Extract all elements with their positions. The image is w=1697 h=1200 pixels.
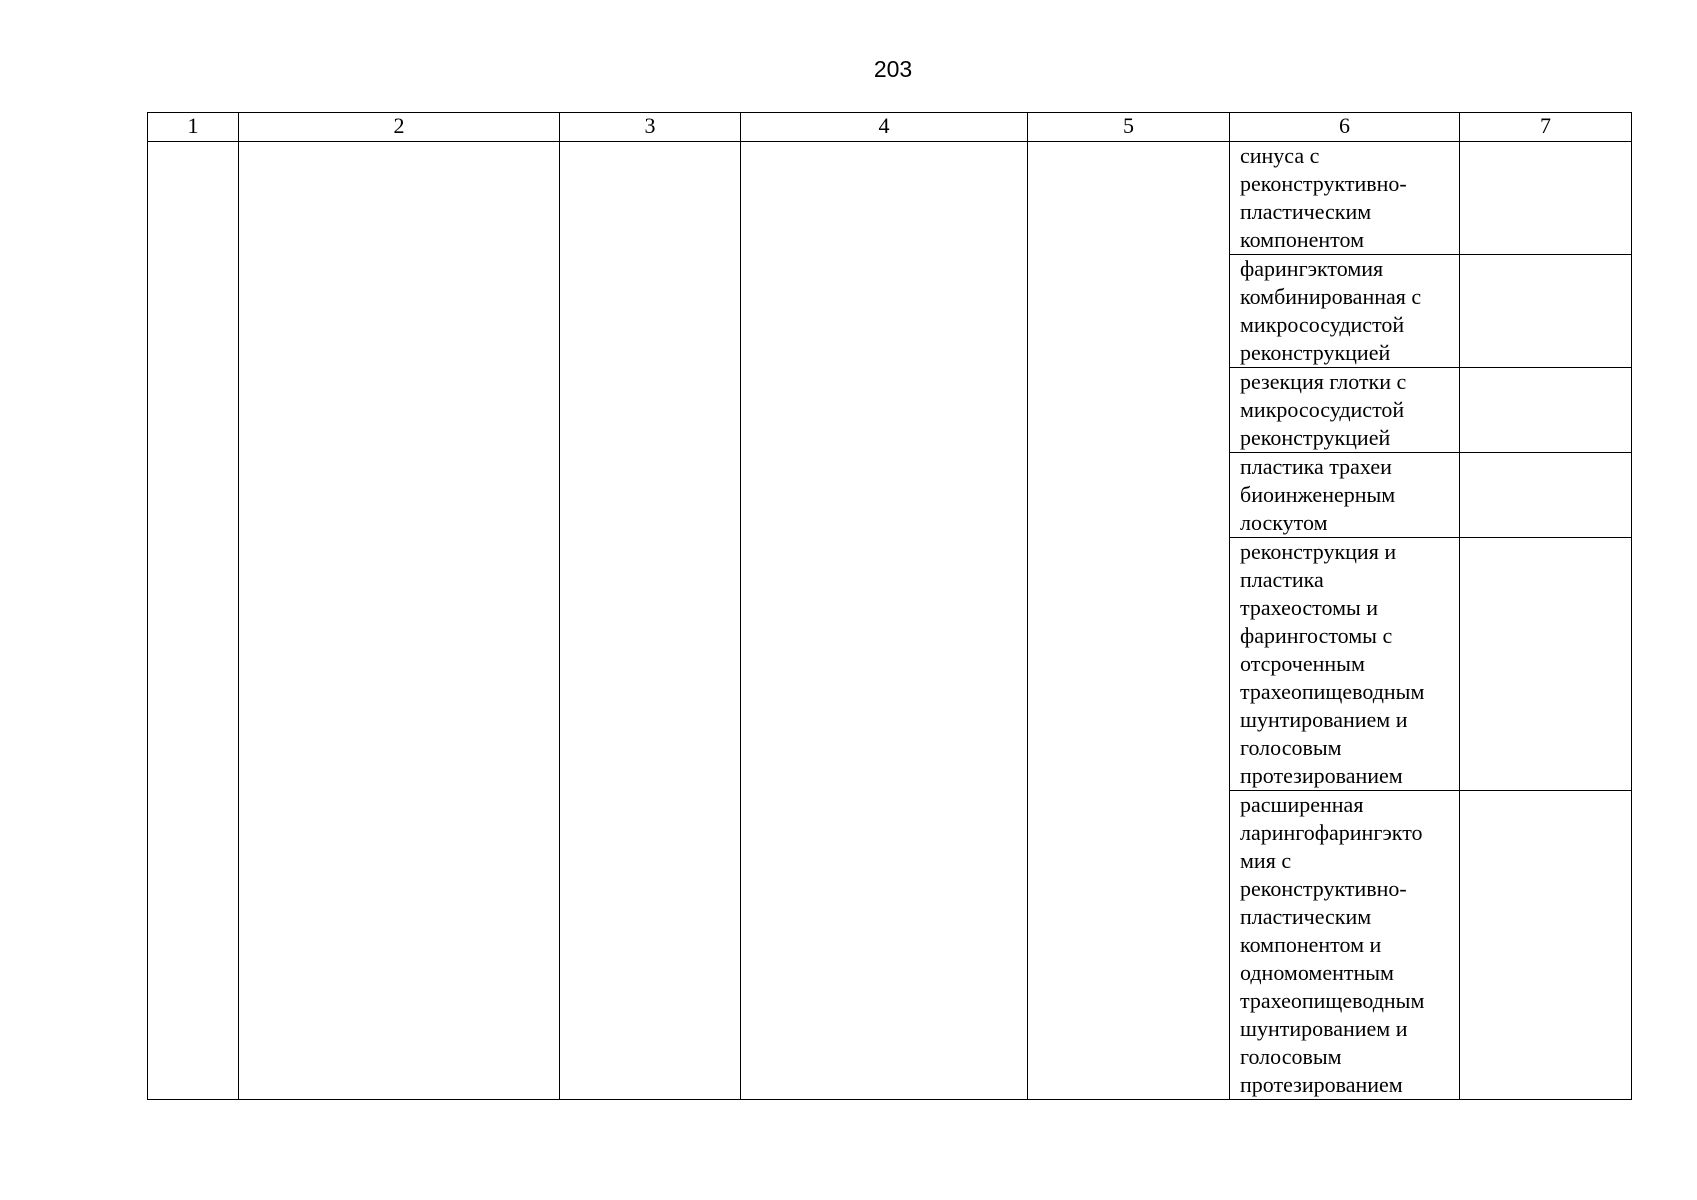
page-number: 203: [873, 56, 913, 82]
procedure-text: реконструкция и пластика трахеостомы и фарингостомы с отсроченным трахеопищеводным шунтированием и голосовым протезированием: [1240, 539, 1425, 788]
column-header-4: 4: [741, 113, 1028, 142]
table-row: [148, 142, 1632, 255]
procedure-cell: [1230, 255, 1460, 368]
procedure-text: пластика трахеи биоинженерным лоскутом: [1240, 454, 1396, 535]
column-header-2: 2: [239, 113, 560, 142]
empty-cell-col1: [148, 142, 239, 1100]
empty-cell-col7: [1460, 791, 1632, 1100]
procedures-table: [147, 112, 1632, 1100]
empty-cell-col5: [1028, 142, 1230, 1100]
empty-cell-col7: [1460, 142, 1632, 255]
procedure-text: расширенная ларингофарингэкто мия с реконструктивно- пластическим компонентом и одномоментным трахеопищеводным шунтированием и голосовым протезированием: [1240, 792, 1425, 1097]
column-header-6: 6: [1230, 113, 1460, 142]
empty-cell-col7: [1460, 453, 1632, 538]
column-header-1: 1: [148, 113, 239, 142]
procedure-cell: [1230, 453, 1460, 538]
procedure-text: синуса с реконструктивно- пластическим компонентом: [1240, 143, 1407, 252]
column-header-3: 3: [560, 113, 741, 142]
header-row: [148, 113, 1632, 142]
procedure-cell: [1230, 142, 1460, 255]
empty-cell-col7: [1460, 255, 1632, 368]
empty-cell-col7: [1460, 538, 1632, 791]
empty-cell-col4: [741, 142, 1028, 1100]
empty-cell-col2: [239, 142, 560, 1100]
empty-cell-col7: [1460, 368, 1632, 453]
procedure-cell: [1230, 791, 1460, 1100]
empty-cell-col3: [560, 142, 741, 1100]
column-header-7: 7: [1460, 113, 1632, 142]
procedure-cell: [1230, 368, 1460, 453]
column-header-5: 5: [1028, 113, 1230, 142]
procedure-text: фарингэктомия комбинированная с микрососудистой реконструкцией: [1240, 256, 1422, 365]
procedure-cell: [1230, 538, 1460, 791]
procedure-text: резекция глотки с микрососудистой реконструкцией: [1240, 369, 1407, 450]
